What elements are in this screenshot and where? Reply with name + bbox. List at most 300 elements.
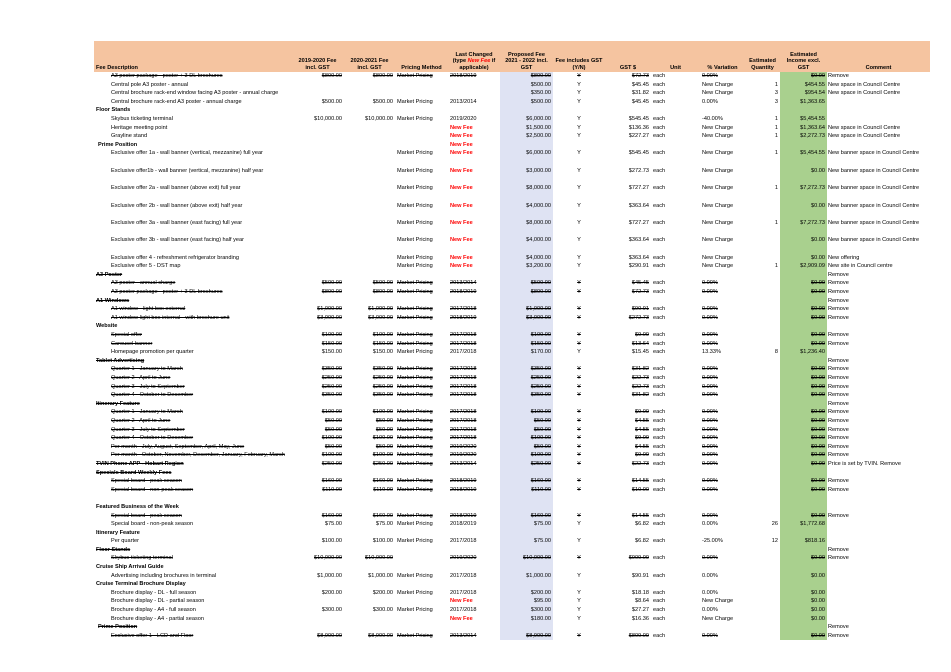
cell-unit: each (653, 124, 666, 131)
cell-variation: New Charge (702, 150, 734, 157)
cell-gst-amount (605, 503, 651, 512)
fee-row (94, 572, 930, 581)
cell-proposed-fee (500, 106, 553, 115)
cell-proposed-fee: $1,000.00 (500, 305, 553, 314)
cell-includes-gst: Y (577, 383, 581, 390)
cell-includes-gst: Y (577, 589, 581, 596)
fee-row (94, 537, 930, 546)
cell-estimated-quantity (745, 383, 780, 392)
cell-fee-2020-2021 (344, 623, 395, 632)
cell-estimated-income: $454.55 (780, 81, 827, 90)
cell-fee-description: Itinerary Feature (96, 400, 140, 407)
cell-last-changed (448, 469, 500, 478)
section-row (94, 400, 930, 409)
cell-gst-amount: $272.73 (628, 167, 649, 174)
fee-row (94, 72, 930, 81)
cell-last-changed: 2018/2019 (450, 314, 477, 321)
cell-estimated-income: $7,272.73 (780, 184, 827, 201)
cell-unit (651, 322, 700, 331)
cell-fee-description: Quarter 3 - July to September (111, 383, 185, 390)
cell-pricing-method: Market Pricing (397, 332, 433, 339)
cell-fee-2020-2021 (344, 81, 395, 90)
cell-last-changed: 2017/2018 (450, 332, 477, 339)
cell-last-changed: 2017/2018 (450, 392, 477, 399)
cell-comment: New banner space in Council Centre (828, 150, 920, 157)
cell-estimated-quantity (745, 554, 780, 563)
header-fee-2019-2020: 2019-2020 Fee incl. GST (291, 41, 344, 72)
cell-fee-2020-2021 (344, 563, 395, 572)
cell-variation: 0.00% (702, 632, 718, 639)
cell-pricing-method (395, 271, 448, 280)
cell-comment: Remove (828, 383, 849, 390)
cell-comment (827, 98, 930, 107)
cell-last-changed: 2017/2018 (450, 366, 477, 373)
fee-row (94, 589, 930, 598)
cell-includes-gst: Y (577, 521, 581, 528)
header-unit: Unit (651, 41, 700, 72)
cell-estimated-quantity (745, 477, 780, 486)
cell-variation: New Charge (702, 254, 734, 261)
cell-fee-2020-2021 (344, 357, 395, 366)
cell-variation: New Charge (702, 81, 734, 88)
cell-unit: each (653, 81, 666, 88)
cell-last-changed: 2018/2019 (450, 512, 477, 519)
cell-includes-gst: Y (577, 289, 581, 296)
cell-fee-2019-2020 (291, 297, 344, 306)
cell-unit (651, 563, 700, 572)
cell-comment: Remove (828, 271, 849, 278)
cell-estimated-income: $1,772.68 (780, 520, 827, 529)
cell-unit: each (653, 452, 666, 459)
cell-proposed-fee: $8,900.00 (500, 632, 553, 641)
cell-last-changed: 2019/2020 (450, 443, 477, 450)
cell-variation (700, 106, 745, 115)
cell-fee-2019-2020: $800.00 (321, 289, 342, 296)
cell-gst-amount (605, 494, 651, 503)
cell-pricing-method (395, 554, 448, 563)
cell-fee-2019-2020 (291, 400, 344, 409)
cell-comment: Remove (828, 512, 849, 519)
cell-pricing-method: Market Pricing (397, 607, 433, 614)
cell-estimated-quantity: 8 (774, 349, 778, 356)
cell-estimated-income: $0.00 (780, 597, 827, 606)
fee-row (94, 597, 930, 606)
cell-fee-2020-2021: $150.00 (372, 349, 393, 356)
cell-gst-amount: $15.45 (631, 349, 649, 356)
cell-gst-amount: $727.27 (628, 185, 649, 192)
cell-fee-description: Advertising including brochures in terminal (111, 572, 217, 579)
cell-gst-amount: $18.18 (631, 589, 649, 596)
cell-proposed-fee: $1,500.00 (500, 124, 553, 133)
cell-last-changed: 2018/2019 (450, 289, 477, 296)
cell-fee-2020-2021 (344, 469, 395, 478)
cell-estimated-income: $0.00 (780, 606, 827, 615)
cell-variation: 0.00% (702, 375, 718, 381)
cell-gst-amount: $22.73 (631, 460, 649, 467)
cell-estimated-income: $0.00 (780, 572, 827, 581)
cell-fee-2019-2020: $350.00 (321, 366, 342, 373)
header-fee-2020-2021: 2020-2021 Fee incl. GST (344, 41, 395, 72)
cell-estimated-quantity: 1 (774, 263, 778, 270)
cell-comment: New space in Council Centre (828, 124, 901, 131)
cell-pricing-method (395, 563, 448, 572)
cell-pricing-method (395, 615, 448, 624)
cell-fee-description: A1 Windows (96, 297, 130, 304)
cell-comment (827, 563, 930, 572)
fee-row (94, 408, 930, 417)
cell-last-changed: 2017/2018 (450, 589, 477, 596)
fee-row (94, 305, 930, 314)
cell-fee-2019-2020 (291, 546, 344, 555)
cell-unit: each (653, 375, 666, 381)
cell-pricing-method: Market Pricing (397, 167, 433, 174)
cell-fee-2019-2020: $50.00 (324, 443, 342, 450)
cell-fee-2019-2020 (291, 202, 344, 219)
cell-fee-2020-2021 (344, 597, 395, 606)
cell-unit (651, 357, 700, 366)
cell-unit: each (653, 632, 666, 639)
cell-fee-2019-2020 (291, 81, 344, 90)
cell-fee-2020-2021 (344, 546, 395, 555)
cell-last-changed: New Fee (450, 615, 473, 622)
cell-gst-amount (605, 106, 651, 115)
cell-proposed-fee: $160.00 (500, 477, 553, 486)
cell-variation: 0.00% (702, 383, 718, 390)
cell-gst-amount: $31.82 (631, 392, 649, 399)
cell-fee-2020-2021 (344, 262, 395, 271)
cell-fee-description: Exclusive offer 1a - wall banner (vertical, mezzanine) full year (111, 150, 263, 157)
section-row (94, 460, 930, 469)
cell-unit (651, 546, 700, 555)
cell-fee-2019-2020: $8,900.00 (317, 632, 342, 639)
cell-gst-amount: $22.73 (631, 383, 649, 390)
cell-estimated-income: $0.00 (780, 383, 827, 392)
cell-comment (827, 469, 930, 478)
cell-estimated-income: $0.00 (780, 615, 827, 624)
cell-proposed-fee: $800.00 (500, 72, 553, 81)
header-last-changed-label: Last Changed (type New Fee if applicable) (452, 52, 496, 71)
cell-comment (827, 529, 930, 538)
cell-variation (700, 623, 745, 632)
cell-proposed-fee: $95.00 (500, 597, 553, 606)
cell-last-changed: 2017/2018 (450, 572, 477, 579)
cell-fee-2020-2021: $75.00 (375, 521, 393, 528)
cell-estimated-income: $1,363.64 (780, 124, 827, 133)
cell-pricing-method: Market Pricing (397, 521, 433, 528)
cell-gst-amount: $45.45 (631, 81, 649, 88)
cell-fee-description: Brochure display - A4 - full season (111, 607, 196, 614)
cell-proposed-fee: $160.00 (500, 512, 553, 521)
section-row (94, 271, 930, 280)
cell-estimated-quantity (745, 408, 780, 417)
cell-estimated-quantity (745, 434, 780, 443)
header-fee-includes-gst: Fee includes GST (Y/N) (553, 41, 605, 72)
cell-fee-2019-2020 (291, 357, 344, 366)
cell-fee-2020-2021 (344, 149, 395, 166)
cell-fee-description: Carousel banner (111, 340, 153, 347)
cell-last-changed (448, 623, 500, 632)
cell-unit: each (653, 314, 666, 321)
cell-fee-2019-2020: $500.00 (321, 280, 342, 287)
header-fee-description: Fee Description (94, 41, 291, 72)
cell-estimated-income: $0.00 (780, 486, 827, 495)
cell-fee-2019-2020 (291, 106, 344, 115)
cell-fee-description: Quarter 1 - January to March (111, 366, 183, 373)
cell-includes-gst: Y (577, 73, 581, 79)
cell-fee-2020-2021 (344, 297, 395, 306)
cell-includes-gst: Y (577, 375, 581, 381)
cell-includes-gst: Y (577, 150, 581, 157)
cell-estimated-quantity (745, 503, 780, 512)
cell-fee-2020-2021 (344, 503, 395, 512)
cell-comment: New site in Council centre (828, 263, 893, 270)
cell-estimated-income (780, 529, 827, 538)
fee-row (94, 288, 930, 297)
cell-proposed-fee: $2,500.00 (500, 132, 553, 141)
cell-comment: Price is set by TVIN. Remove (828, 460, 901, 467)
cell-fee-2019-2020 (291, 503, 344, 512)
cell-pricing-method: Market Pricing (397, 280, 433, 287)
fee-row (94, 417, 930, 426)
cell-fee-2020-2021: $250.00 (372, 383, 393, 390)
cell-comment (827, 503, 930, 512)
cell-estimated-quantity: 1 (774, 219, 778, 226)
cell-includes-gst: Y (577, 572, 581, 579)
cell-comment: Remove (828, 417, 849, 424)
section-row (94, 357, 930, 366)
cell-estimated-income: $0.00 (780, 365, 827, 374)
cell-proposed-fee (500, 580, 553, 589)
cell-fee-2019-2020: $350.00 (321, 392, 342, 399)
cell-fee-2020-2021: $350.00 (372, 366, 393, 373)
cell-comment: Remove (828, 289, 849, 296)
section-row (94, 529, 930, 538)
cell-fee-2019-2020 (291, 184, 344, 201)
cell-fee-2019-2020: $800.00 (321, 73, 342, 79)
cell-variation (700, 503, 745, 512)
cell-estimated-income: $0.00 (780, 477, 827, 486)
cell-fee-2019-2020: $100.00 (321, 332, 342, 339)
cell-proposed-fee (500, 494, 553, 503)
cell-unit: each (653, 392, 666, 399)
cell-fee-2019-2020: $100.00 (321, 435, 342, 442)
cell-last-changed (448, 400, 500, 409)
cell-includes-gst (553, 546, 605, 555)
cell-variation: -40.00% (702, 115, 723, 122)
fee-row (94, 383, 930, 392)
cell-last-changed: 2019/2020 (450, 452, 477, 459)
cell-proposed-fee: $75.00 (500, 537, 553, 546)
cell-includes-gst: Y (577, 98, 581, 105)
cell-fee-description: Per month - October, November, December, January, February, March (111, 452, 285, 459)
cell-estimated-income: $0.00 (780, 288, 827, 297)
cell-fee-description: A1 window - light box external (111, 306, 186, 313)
cell-fee-description: Cruise Terminal Brochure Display (96, 581, 186, 588)
fee-row (94, 254, 930, 263)
cell-pricing-method: Market Pricing (397, 306, 433, 313)
cell-estimated-quantity (745, 374, 780, 383)
cell-fee-2019-2020 (291, 469, 344, 478)
cell-gst-amount: $45.45 (631, 98, 649, 105)
cell-estimated-quantity (745, 486, 780, 495)
cell-fee-2020-2021: $350.00 (372, 392, 393, 399)
cell-estimated-quantity (745, 254, 780, 263)
cell-estimated-quantity (745, 615, 780, 624)
header-gst-amount: GST $ (605, 41, 651, 72)
cell-pricing-method (395, 580, 448, 589)
cell-estimated-income (780, 469, 827, 478)
cell-includes-gst: Y (577, 538, 581, 545)
cell-unit: each (653, 185, 666, 192)
cell-variation: 0.00% (702, 555, 718, 562)
cell-last-changed (448, 271, 500, 280)
cell-variation: 0.00% (702, 314, 718, 321)
cell-includes-gst (553, 106, 605, 115)
cell-variation: 0.00% (702, 478, 718, 485)
cell-proposed-fee: $10,000.00 (500, 554, 553, 563)
cell-variation (700, 271, 745, 280)
cell-fee-2020-2021 (344, 184, 395, 201)
cell-variation (700, 529, 745, 538)
cell-variation: 0.00% (702, 435, 718, 442)
cell-includes-gst: Y (577, 486, 581, 493)
cell-comment: New banner space in Council Centre (828, 237, 920, 244)
cell-comment: Remove (828, 340, 849, 347)
cell-last-changed: 2018/2019 (450, 478, 477, 485)
cell-unit: each (653, 202, 666, 209)
cell-proposed-fee (500, 357, 553, 366)
cell-fee-2019-2020 (291, 623, 344, 632)
cell-unit: each (653, 443, 666, 450)
cell-fee-description: Exclusive offer1b - wall banner (vertical, mezzanine) half year (111, 167, 264, 174)
cell-unit: each (653, 332, 666, 339)
cell-fee-description: Prime Position (98, 624, 138, 631)
cell-fee-description: A3 poster package - poster + 3 DL brochures (111, 73, 223, 79)
cell-pricing-method: Market Pricing (397, 460, 433, 467)
cell-fee-description: Cruise Ship Arrival Guide (96, 564, 164, 571)
cell-fee-description: Website (96, 323, 118, 330)
cell-proposed-fee: $350.00 (500, 89, 553, 98)
cell-unit (651, 529, 700, 538)
cell-proposed-fee: $170.00 (500, 348, 553, 357)
cell-includes-gst: Y (577, 555, 581, 562)
cell-fee-2020-2021 (344, 89, 395, 98)
cell-fee-2020-2021: $250.00 (372, 375, 393, 381)
cell-includes-gst: Y (577, 280, 581, 287)
cell-estimated-quantity: 3 (774, 90, 778, 97)
fee-row (94, 89, 930, 98)
fee-row (94, 331, 930, 340)
fee-rows (94, 72, 930, 640)
cell-last-changed: 2019/2020 (450, 555, 477, 562)
cell-fee-description: A3 poster package - poster + 3 DL brochures (111, 289, 223, 296)
cell-estimated-quantity (745, 314, 780, 323)
cell-proposed-fee: $100.00 (500, 331, 553, 340)
cell-fee-2019-2020: $1,000.00 (317, 306, 342, 313)
cell-pricing-method: Market Pricing (397, 435, 433, 442)
cell-gst-amount: $545.45 (628, 115, 649, 122)
cell-fee-2019-2020 (291, 271, 344, 280)
cell-fee-description: Special board - peak season (111, 512, 182, 519)
cell-fee-2019-2020: $250.00 (321, 375, 342, 381)
cell-estimated-income: $1,363.65 (780, 98, 827, 107)
cell-estimated-quantity: 12 (771, 538, 778, 545)
cell-pricing-method (395, 503, 448, 512)
cell-fee-2019-2020: $110.00 (322, 486, 342, 493)
cell-unit: each (653, 167, 666, 174)
cell-estimated-income: $1,236.40 (780, 348, 827, 357)
cell-pricing-method: Market Pricing (397, 254, 433, 261)
cell-comment: Remove (828, 357, 849, 364)
cell-variation: New Charge (702, 237, 734, 244)
fee-row (94, 167, 930, 184)
cell-estimated-quantity (745, 288, 780, 297)
cell-proposed-fee: $6,000.00 (500, 115, 553, 124)
cell-gst-amount: $45.45 (631, 280, 649, 287)
section-row (94, 106, 930, 115)
cell-fee-description: Floor Stands (96, 107, 131, 114)
cell-gst-amount: $727.27 (628, 219, 649, 226)
cell-fee-description: Homepage promotion per quarter (111, 349, 194, 356)
cell-fee-description: Skybus ticketing terminal (111, 555, 173, 562)
cell-comment (827, 597, 930, 606)
fee-row (94, 486, 930, 495)
cell-estimated-quantity (745, 331, 780, 340)
cell-variation: 13.33% (702, 349, 721, 356)
cell-variation (700, 546, 745, 555)
cell-comment: Remove (828, 392, 849, 399)
cell-proposed-fee: $250.00 (500, 374, 553, 383)
cell-fee-2019-2020: $200.00 (321, 589, 342, 596)
cell-last-changed (448, 89, 500, 98)
cell-includes-gst (553, 400, 605, 409)
cell-estimated-quantity (745, 426, 780, 435)
cell-includes-gst (553, 580, 605, 589)
cell-pricing-method (395, 124, 448, 133)
cell-comment (827, 572, 930, 581)
cell-fee-2019-2020: $3,000.00 (317, 314, 342, 321)
cell-includes-gst: Y (577, 124, 581, 131)
cell-comment: Remove (828, 486, 849, 493)
fee-row (94, 520, 930, 529)
cell-gst-amount: $4.55 (635, 426, 649, 433)
cell-estimated-income: $2,272.73 (780, 132, 827, 141)
cell-includes-gst (553, 529, 605, 538)
cell-last-changed (448, 580, 500, 589)
cell-pricing-method: Market Pricing (397, 150, 433, 157)
cell-proposed-fee: $350.00 (500, 391, 553, 400)
cell-unit: each (653, 306, 666, 313)
cell-fee-description (94, 494, 291, 503)
cell-pricing-method: Market Pricing (397, 185, 433, 192)
cell-fee-2020-2021 (344, 494, 395, 503)
cell-fee-2019-2020: $10,000.00 (314, 115, 342, 122)
cell-pricing-method: Market Pricing (397, 289, 433, 296)
cell-variation: 0.00% (702, 289, 718, 296)
cell-fee-description: A3 poster - annual charge (111, 280, 176, 287)
cell-proposed-fee (500, 141, 553, 150)
cell-last-changed: 2013/2014 (450, 280, 477, 287)
cell-last-changed (448, 322, 500, 331)
cell-unit: each (653, 409, 666, 416)
cell-fee-2019-2020 (291, 615, 344, 624)
cell-unit: each (653, 237, 666, 244)
cell-unit: each (653, 417, 666, 424)
cell-fee-description: Exclusive offer 4 - refreshment refrigerator branding (111, 254, 239, 261)
cell-fee-2019-2020: $10,000.00 (314, 555, 342, 562)
cell-fee-2020-2021: $250.00 (372, 460, 393, 467)
cell-proposed-fee (500, 563, 553, 572)
